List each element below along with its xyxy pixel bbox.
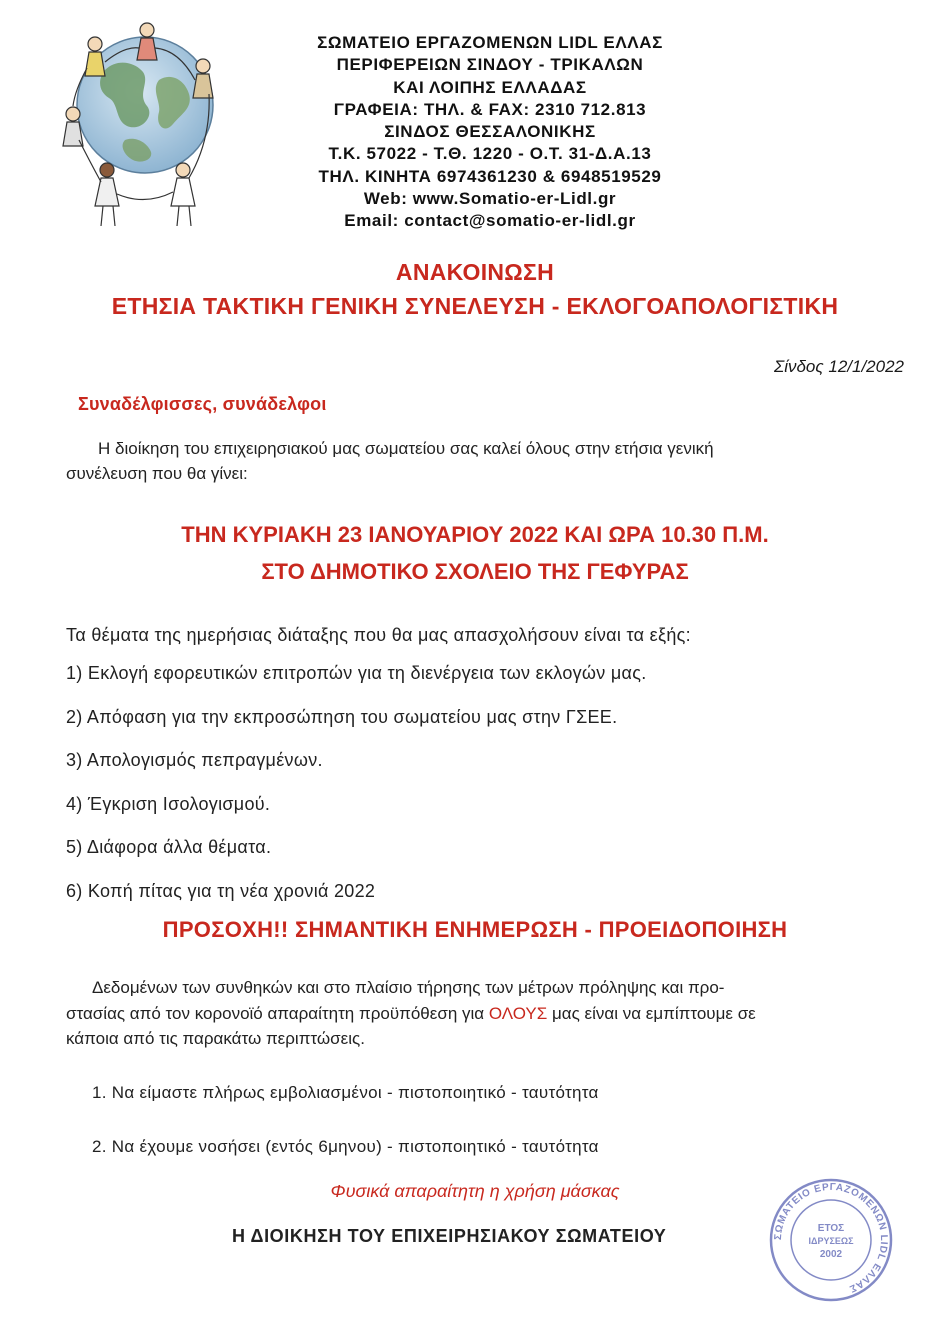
title-line-1: ΑΝΑΚΟΙΝΩΣΗ bbox=[395, 259, 555, 285]
union-header bbox=[200, 32, 780, 233]
header-line-email[interactable]: Email: contact@somatio-er-lidl.gr bbox=[344, 211, 636, 231]
warning-heading: ΠΡΟΣΟΧΗ!! ΣΗΜΑΝΤΙΚΗ ΕΝΗΜΕΡΩΣΗ - ΠΡΟΕΙΔΟΠΟΙΗΣΗ bbox=[162, 917, 788, 942]
document-date: Σίνδος 12/1/2022 bbox=[774, 357, 904, 376]
para-line-2-end: μας είναι να εμπίπτουμε σε bbox=[547, 1003, 756, 1023]
header-line-union-name: ΣΩΜΑΤΕΙΟ ΕΡΓΑΖΟΜΕΝΩΝ LIDL ΕΛΛΑΣ bbox=[317, 33, 663, 52]
intro-line-2: συνέλευση που θα γίνει: bbox=[66, 464, 248, 483]
para-highlight-all: ΟΛΟΥΣ bbox=[488, 1003, 548, 1023]
stamp-center-line-3: 2002 bbox=[819, 1249, 843, 1260]
meeting-date-time: ΤΗΝ ΚΥΡΙΑΚΗ 23 ΙΑΝΟΥΑΡΙΟΥ 2022 ΚΑΙ ΩΡΑ 10.30 Π.Μ. bbox=[181, 522, 769, 547]
agenda-item: 3) Απολογισμός πεπραγμένων. bbox=[66, 750, 323, 770]
meeting-details bbox=[0, 516, 950, 590]
announcement-title bbox=[0, 255, 950, 323]
header-line-regions: ΠΕΡΙΦΕΡΕΙΩΝ ΣΙΝΔΟΥ - ΤΡΙΚΑΛΩΝ bbox=[336, 55, 644, 75]
header-line-rest-of-greece: ΚΑΙ ΛΟΙΠΗΣ ΕΛΛΑΔΑΣ bbox=[393, 77, 587, 97]
union-stamp bbox=[766, 1175, 896, 1305]
meeting-location: ΣΤΟ ΔΗΜΟΤΙΚΟ ΣΧΟΛΕΙΟ ΤΗΣ ΓΕΦΥΡΑΣ bbox=[261, 559, 689, 584]
stamp-center-line-2: ΙΔΡΥΣΕΩΣ bbox=[808, 1236, 854, 1246]
header-line-web[interactable]: Web: www.Somatio-er-Lidl.gr bbox=[363, 189, 617, 209]
signature: Η ΔΙΟΙΚΗΣΗ ΤΟΥ ΕΠΙΧΕΙΡΗΣΙΑΚΟΥ ΣΩΜΑΤΕΙΟΥ bbox=[232, 1226, 667, 1246]
agenda-item: 4) Έγκριση Ισολογισμού. bbox=[66, 793, 271, 814]
intro-paragraph bbox=[66, 436, 856, 486]
agenda-item: 5) Διάφορα άλλα θέματα. bbox=[66, 837, 272, 857]
para-line-1: Δεδομένων των συνθηκών και στο πλαίσιο τήρησης των μέτρων πρόληψης και προ- bbox=[92, 978, 725, 997]
header-line-city: ΣΙΝΔΟΣ ΘΕΣΣΑΛΟΝΙΚΗΣ bbox=[384, 122, 596, 142]
agenda-item: 1) Εκλογή εφορευτικών επιτροπών για τη διενέργεια των εκλογών μας. bbox=[66, 663, 647, 683]
intro-line-1: Η διοίκηση του επιχειρησιακού μας σωματείου σας καλεί όλους στην ετήσια γενική bbox=[98, 439, 714, 458]
condition-item: 2. Να έχουμε νοσήσει (εντός 6μηνου) - πιστοποιητικό - ταυτότητα bbox=[92, 1137, 599, 1156]
agenda-item: 6) Κοπή πίτας για τη νέα χρονιά 2022 bbox=[66, 880, 376, 901]
title-line-2: ΕΤΗΣΙΑ ΤΑΚΤΙΚΗ ΓΕΝΙΚΗ ΣΥΝΕΛΕΥΣΗ - ΕΚΛΟΓΟΑΠΟΛΟΓΙΣΤΙΚΗ bbox=[111, 293, 839, 319]
condition-item: 1. Να είμαστε πλήρως εμβολιασμένοι - πιστοποιητικό - ταυτότητα bbox=[92, 1083, 599, 1102]
greeting: Συναδέλφισσες, συνάδελφοι bbox=[78, 394, 327, 414]
para-line-3: κάποια από τις παρακάτω περιπτώσεις. bbox=[66, 1029, 365, 1048]
mask-notice: Φυσικά απαραίτητη η χρήση μάσκας bbox=[330, 1181, 620, 1201]
header-line-mobiles: ΤΗΛ. ΚΙΝΗΤΑ 6974361230 & 6948519529 bbox=[318, 166, 662, 186]
stamp-center-line-1: ΕΤΟΣ bbox=[817, 1223, 845, 1234]
para-line-2 bbox=[66, 1001, 910, 1027]
stamp-ring-text: ΣΩΜΑΤΕΙΟ ΕΡΓΑΖΟΜΕΝΩΝ LIDL ΕΛΛΑΣ bbox=[772, 1181, 890, 1295]
agenda-list bbox=[66, 660, 647, 921]
para-line-2-start: στασίας από τον κορονοϊό απαραίτητη προϋπόθεση για bbox=[66, 1003, 489, 1023]
header-line-postal: Τ.Κ. 57022 - Τ.Θ. 1220 - Ο.Τ. 31-Δ.Α.13 bbox=[328, 144, 652, 164]
agenda-item: 2) Απόφαση για την εκπροσώπηση του σωματείου μας στην ΓΣΕΕ. bbox=[66, 706, 618, 727]
agenda-intro: Τα θέματα της ημερήσιας διάταξης που θα μας απασχολήσουν είναι τα εξής: bbox=[66, 625, 691, 645]
header-line-office-phone: ΓΡΑΦΕΙΑ: ΤΗΛ. & FAX: 2310 712.813 bbox=[333, 99, 647, 119]
covid-paragraph bbox=[66, 975, 910, 1052]
